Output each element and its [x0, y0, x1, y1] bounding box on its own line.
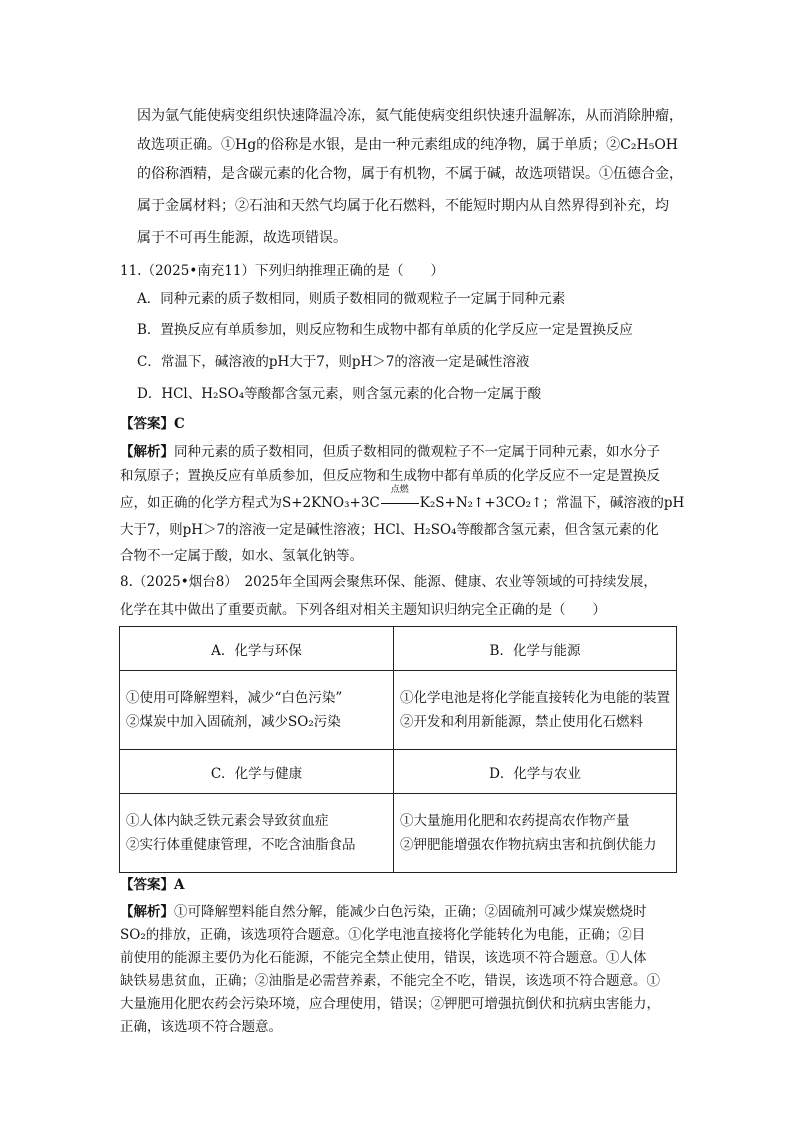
- q8-cell-d-body: [394, 794, 677, 873]
- q11-option-d: D．HCl、H₂SO₄等酸都含氢元素，则含氢元素的化合物一定属于酸: [137, 386, 542, 402]
- q8-cell-a-head: A．化学与环保: [120, 627, 394, 671]
- q8-analysis-text-1: ①可降解塑料能自然分解，能减少白色污染，正确；②固硫剂可减少煤炭燃烧时: [174, 904, 647, 920]
- q11-option-a: A．同种元素的质子数相同，则质子数相同的微观粒子一定属于同种元素: [137, 291, 566, 307]
- q8-analysis-line-3: 前使用的能源主要仍为化石能源，不能完全禁止使用，错误，该选项不符合题意。①人体: [120, 950, 647, 966]
- q11-analysis-text-1: 同种元素的质子数相同，但质子数相同的微观粒子不一定属于同种元素，如水分子: [174, 444, 660, 460]
- continuation-line-2: 故选项正确。①Hg的俗称是水银，是由一种元素组成的纯净物，属于单质；②C₂H₅OH: [137, 137, 679, 153]
- q8-a-item-2: ②煤炭中加入固硫剂，减少SO₂污染: [126, 714, 341, 730]
- q11-answer-label: 【答案】: [120, 416, 174, 432]
- q8-answer-value: A: [174, 877, 185, 893]
- q11-equation-line-icon: [381, 503, 419, 504]
- q11-option-c: C．常温下，碱溶液的pH大于7，则pH＞7的溶液一定是碱性溶液: [137, 354, 530, 370]
- q8-analysis-line-5: 大量施用化肥农药会污染环境，应合理使用，错误；②钾肥可增强抗倒伏和抗病虫害能力，: [120, 996, 660, 1012]
- q11-stem: 11.（2025•南充11）下列归纳推理正确的是（ ）: [120, 263, 444, 279]
- q8-cell-b-head: B．化学与能源: [394, 627, 677, 671]
- q11-analysis-line-1: [120, 443, 660, 461]
- q11-equation-suffix: K₂S+N₂↑+3CO₂↑；常温下，碱溶液的pH: [419, 495, 685, 511]
- q8-answer-label: 【答案】: [120, 877, 174, 893]
- q8-d-item-2: ②钾肥能增强农作物抗病虫害和抗倒伏能力: [400, 837, 657, 853]
- q8-a-item-1: ①使用可降解塑料，减少“白色污染”: [126, 690, 343, 706]
- continuation-line-4: 属于金属材料；②石油和天然气均属于化石燃料，不能短时期内从自然界得到补充，均: [137, 198, 669, 214]
- q11-analysis-label: 【解析】: [120, 444, 174, 460]
- q8-stem-line-1: 8.（2025•烟台8） 2025年全国两会聚焦环保、能源、健康、农业等领域的可持续发展，: [120, 574, 657, 590]
- q8-analysis-line-6: 正确，该选项不符合题意。: [120, 1019, 282, 1035]
- q11-analysis-line-4: 大于7，则pH＞7的溶液一定是碱性溶液；HCl、H₂SO₄等酸都含氢元素，但含氢元素的化: [120, 522, 659, 538]
- continuation-line-1: 因为氩气能使病变组织快速降温冷冻，氦气能使病变组织快速升温解冻，从而消除肿瘤，: [137, 108, 683, 124]
- q11-equation-arrow: [380, 485, 420, 512]
- q11-answer-value: C: [174, 416, 185, 432]
- q8-b-item-1: ①化学电池是将化学能直接转化为电能的装置: [400, 690, 670, 706]
- q11-equation-prefix: 应，如正确的化学方程式为S+2KNO₃+3C: [120, 495, 380, 511]
- q11-option-b: B．置换反应有单质参加，则反应物和生成物中都有单质的化学反应一定是置换反应: [137, 322, 633, 338]
- q8-stem-line-2: 化学在其中做出了重要贡献。下列各组对相关主题知识归纳完全正确的是（ ）: [120, 602, 606, 618]
- q8-cell-c-head: C．化学与健康: [120, 750, 394, 794]
- q8-d-item-1: ①大量施用化肥和农药提高农作物产量: [400, 813, 630, 829]
- q11-answer: [120, 415, 185, 433]
- q8-c-item-2: ②实行体重健康管理，不吃含油脂食品: [126, 837, 356, 853]
- q11-analysis-line-2: 和氖原子；置换反应有单质参加，但反应物和生成物中都有单质的化学反应不一定是置换反: [120, 468, 660, 484]
- q8-c-item-1: ①人体内缺乏铁元素会导致贫血症: [126, 813, 329, 829]
- q8-cell-b-body: [394, 671, 677, 750]
- q8-cell-a-body: [120, 671, 394, 750]
- q8-analysis-line-4: 缺铁易患贫血，正确；②油脂是必需营养素，不能完全不吃，错误，该选项不符合题意。①: [120, 973, 660, 989]
- q8-answer: [120, 876, 184, 894]
- q8-b-item-2: ②开发和利用新能源，禁止使用化石燃料: [400, 714, 643, 730]
- q11-analysis-line-5: 合物不一定属于酸，如水、氢氧化钠等。: [120, 548, 363, 564]
- q8-analysis-line-1: [120, 903, 647, 921]
- q8-cell-c-body: [120, 794, 394, 873]
- continuation-line-3: 的俗称酒精，是含碳元素的化合物，属于有机物，不属于碱，故选项错误。①伍德合金，: [137, 166, 683, 182]
- q11-analysis-equation-line: [120, 485, 685, 512]
- q8-analysis-label: 【解析】: [120, 904, 174, 920]
- q11-equation-condition: 点燃: [390, 485, 409, 495]
- continuation-line-5: 属于不可再生能源，故选项错误。: [137, 230, 347, 246]
- q8-option-table: [119, 626, 677, 873]
- q8-cell-d-head: D．化学与农业: [394, 750, 677, 794]
- q8-analysis-line-2: SO₂的排放，正确，该选项符合题意。①化学电池直接将化学能转化为电能，正确；②目: [120, 927, 646, 943]
